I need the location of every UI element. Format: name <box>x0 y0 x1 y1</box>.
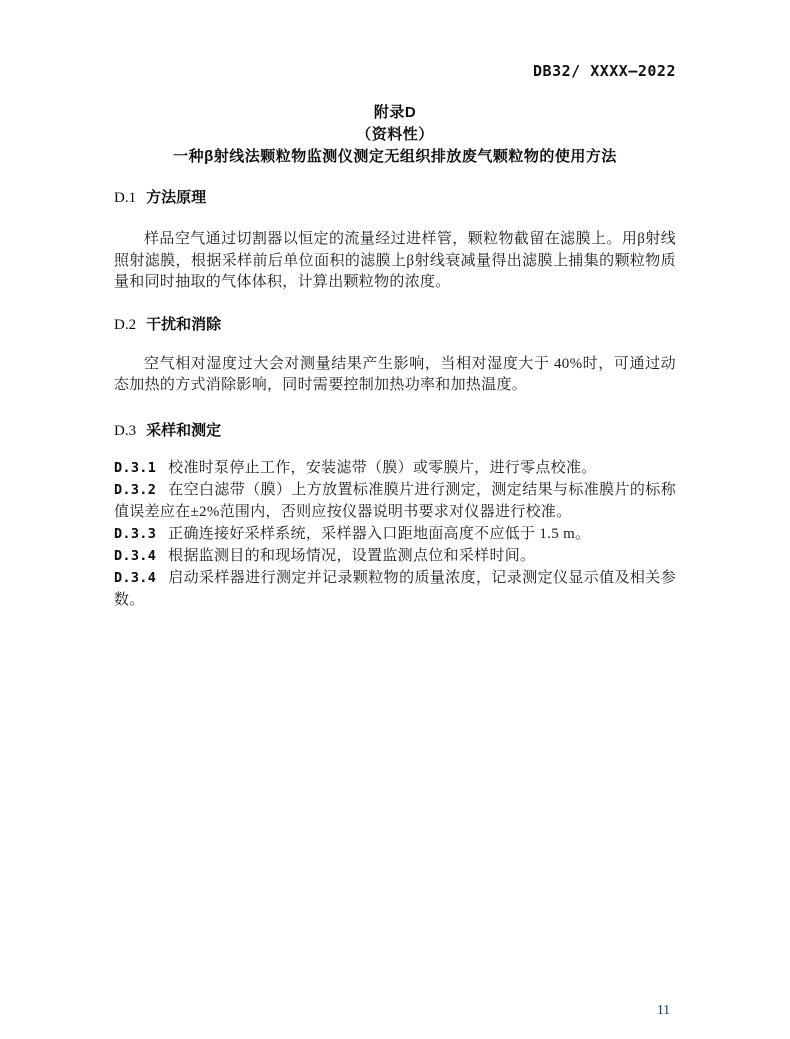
appendix-label: 附录D <box>373 104 417 121</box>
clause-text: 启动采样器进行测定并记录颗粒物的质量浓度，记录测定仪显示值及相关参数。 <box>114 569 676 608</box>
clause-number: D.3.4 <box>114 569 157 586</box>
standard-number: DB32/ XXXX—2022 <box>533 62 676 80</box>
clause-number: D.3.1 <box>114 459 157 476</box>
page-header <box>114 0 676 81</box>
section-d3-number: D.3 <box>114 422 137 439</box>
appendix-nature: （资料性） <box>356 126 434 143</box>
section-d2-title: 干扰和消除 <box>146 315 222 333</box>
section-d1-number: D.1 <box>114 190 137 206</box>
clause-number: D.3.3 <box>114 525 157 542</box>
section-d2-number: D.2 <box>114 316 137 333</box>
clause-number: D.3.2 <box>114 481 157 498</box>
appendix-title: 一种β射线法颗粒物监测仪测定无组织排放废气颗粒物的使用方法 <box>173 148 617 165</box>
section-d1-paragraph: 样品空气通过切割器以恒定的流量经过进样管，颗粒物截留在滤膜上。用β射线照射滤膜，根据采样前后单位面积的滤膜上β射线衰减量得出滤膜上捕集的颗粒物质量和同时抽取的气体体积，计算出颗粒物的浓度。 <box>114 231 676 290</box>
section-d1-heading <box>114 187 676 209</box>
clause-list <box>114 457 676 611</box>
section-d2-heading <box>114 314 676 336</box>
clause-text: 在空白滤带（膜）上方放置标准膜片进行测定，测定结果与标准膜片的标称值误差应在±2%范围内，否则应按仪器说明书要求对仪器进行校准。 <box>114 481 676 520</box>
clause-item <box>114 545 676 567</box>
section-d3-heading <box>114 420 676 442</box>
clause-item <box>114 567 676 611</box>
section-d1-title: 方法原理 <box>146 189 207 206</box>
appendix-heading <box>114 102 676 168</box>
clause-number: D.3.4 <box>114 547 157 564</box>
section-d3-title: 采样和测定 <box>146 421 222 439</box>
clause-item <box>114 479 676 523</box>
clause-text: 校准时泵停止工作，安装滤带（膜）或零膜片，进行零点校准。 <box>168 459 597 476</box>
clause-item <box>114 457 676 479</box>
clause-text: 根据监测目的和现场情况，设置监测点位和采样时间。 <box>168 547 536 564</box>
section-d2-paragraph: 空气相对湿度过大会对测量结果产生影响，当相对湿度大于 40%时，可通过动态加热的方式消除影响，同时需要控制加热功率和加热温度。 <box>114 355 676 393</box>
page-number: 11 <box>657 1002 670 1017</box>
clause-text: 正确连接好采样系统，采样器入口距地面高度不应低于 1.5 m。 <box>168 525 591 542</box>
clause-item <box>114 523 676 545</box>
